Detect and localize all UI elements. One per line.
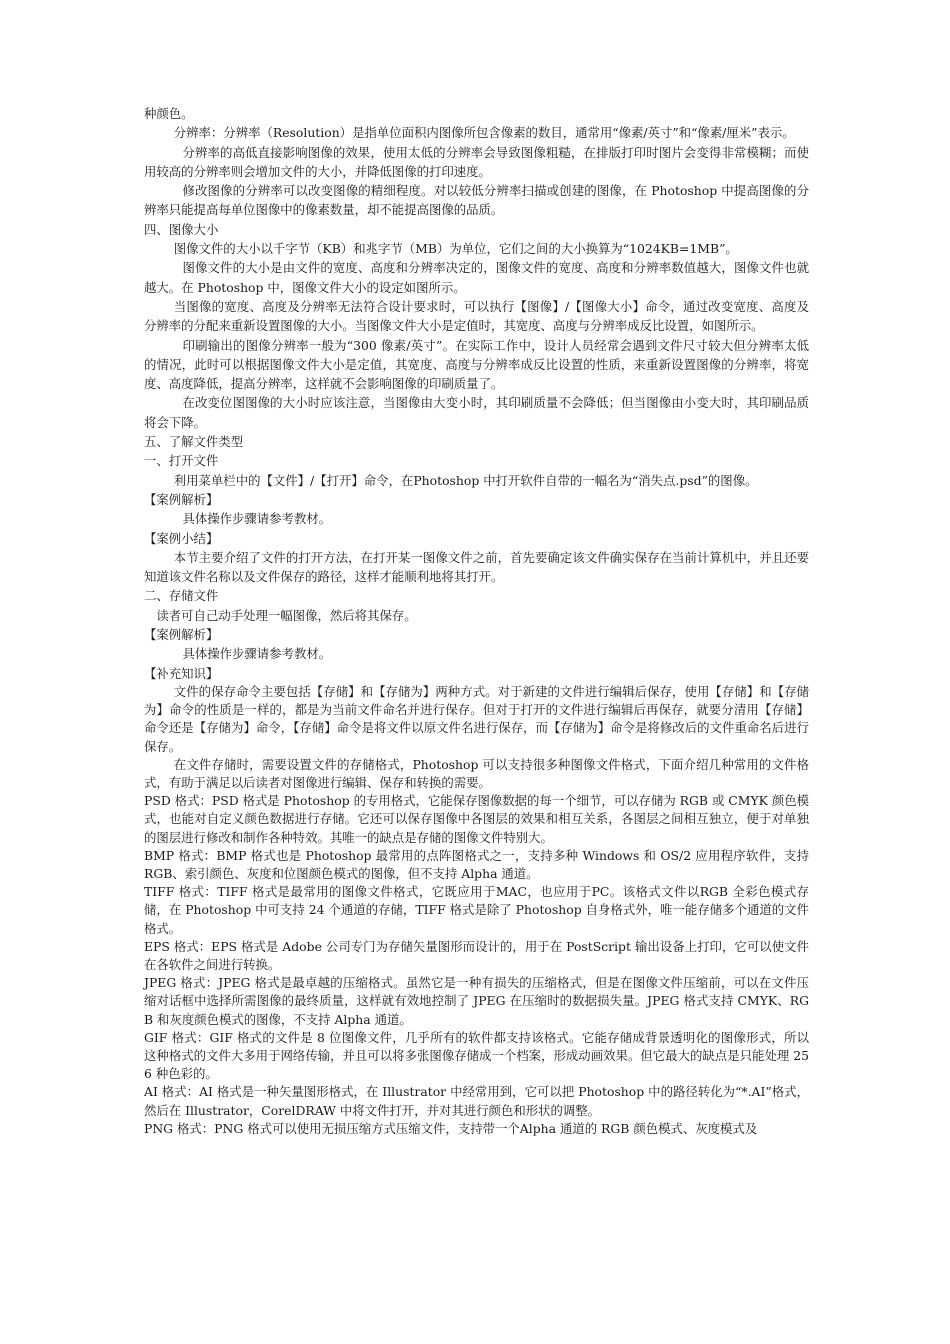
paragraph: 利用菜单栏中的【文件】/【打开】命令，在Photoshop 中打开软件自带的一幅名为“消失点.psd”的图像。 <box>173 472 758 488</box>
section-heading: 五、了解文件类型 <box>144 434 244 450</box>
paragraph: 本节主要介绍了文件的打开方法，在打开某一图像文件之前，首先要确定该文件确实保存在当前计算机中，并且还要知道该文件名称以及文件保存的路径，这样才能顺利地将其打开。 <box>144 549 809 585</box>
format-psd: PSD 格式：PSD 格式是 Photoshop 的专用格式，它能保存图像数据的每一个细节，可以存储为 RGB 或 CMYK 颜色模式，也能对自定义颜色数据进行存储。它还可以保存图像中各图层的效果和相互关系，各图层之间相互独立，便于对单独的图层进行修改和制作各种特效。其唯一的缺点是存储的图像文件特别大。 <box>144 793 809 845</box>
section-heading: 四、图像大小 <box>144 221 219 237</box>
case-tag: 【案例解析】 <box>144 627 219 643</box>
format-tiff: TIFF 格式：TIFF 格式是最常用的图像文件格式，它既应用于MAC，也应用于PC。该格式文件以RGB 全彩色模式存储，在 Photoshop 中可支持 24 个通道的存储，TIFF 格式是除了 Photoshop 自身格式外，唯一能存储多个通道的文件格式。 <box>144 884 809 936</box>
paragraph: 修改图像的分辨率可以改变图像的精细程度。对以较低分辨率扫描或创建的图像，在 Photoshop 中提高图像的分辨率只能提高每单位图像中的像素数量，却不能提高图像的品质。 <box>144 183 809 218</box>
document-page <box>144 104 809 1138</box>
paragraph-resolution: 分辨率：分辨率（Resolution）是指单位面积内图像所包含像素的数目，通常用“像素/英寸”和“像素/厘米”表示。 <box>173 125 795 141</box>
case-tag: 【案例小结】 <box>144 530 219 546</box>
paragraph: 当图像的宽度、高度及分辨率无法符合设计要求时，可以执行【图像】/【图像大小】命令，通过改变宽度、高度及分辨率的分配来重新设置图像的大小。当图像文件大小是定值时，其宽度、高度与分辨率成反比设置，如图所示。 <box>144 298 809 334</box>
paragraph: 文件的保存命令主要包括【存储】和【存储为】两种方式。对于新建的文件进行编辑后保存，使用【存储】和【存储为】命令的性质是一样的，都是为当前文件命名并进行保存。但对于打开的文件进行编辑后再保存，就要分清用【存储】命令还是【存储为】命令，【存储】命令是将文件以原文件名进行保存，而【存储为】命令是将修改后的文件重命名后进行保存。 <box>144 683 809 754</box>
subsection-heading: 一、打开文件 <box>144 453 219 469</box>
format-gif: GIF 格式：GIF 格式的文件是 8 位图像文件，几乎所有的软件都支持该格式。它能存储成背景透明化的图像形式，所以这种格式的文件大多用于网络传输，并且可以将多张图像存储成一个档案，形成动画效果。但它最大的缺点是只能处理 256 种色彩的。 <box>144 1029 809 1082</box>
case-tag: 【补充知识】 <box>144 665 219 681</box>
paragraph: 在改变位图图像的大小时应该注意，当图像由大变小时，其印刷质量不会降低；但当图像由小变大时，其印刷品质将会下降。 <box>144 395 809 430</box>
paragraph: 种颜色。 <box>144 106 194 121</box>
format-jpeg: JPEG 格式：JPEG 格式是最卓越的压缩格式。虽然它是一种有损失的压缩格式，但是在图像文件压缩前，可以在文件压缩对话框中选择所需图像的最终质量，这样就有效地控制了 JPEG 在压缩时的数据损失量。JPEG 格式支持 CMYK、RGB 和灰度颜色模式的图像，不支持 Alpha 通道。 <box>144 975 809 1027</box>
paragraph: 在文件存储时，需要设置文件的存储格式，Photoshop 可以支持很多种图像文件格式，下面介绍几种常用的文件格式，有助于满足以后读者对图像进行编辑、保存和转换的需要。 <box>144 756 809 790</box>
format-png: PNG 格式：PNG 格式可以使用无损压缩方式压缩文件，支持带一个Alpha 通道的 RGB 颜色模式、灰度模式及 <box>144 1120 758 1136</box>
paragraph: 图像文件的大小以千字节（KB）和兆字节（MB）为单位，它们之间的大小换算为“1024KB=1MB”。 <box>173 241 738 257</box>
paragraph: 印刷输出的图像分辨率一般为“300 像素/英寸”。在实际工作中，设计人员经常会遇到文件尺寸较大但分辨率太低的情况，此时可以根据图像文件大小是定值，其宽度、高度与分辨率成反比设置的性质，来重新设置图像的分辨率，将宽度、高度降低，提高分辨率，这样就不会影响图像的印刷质量了。 <box>144 337 809 392</box>
paragraph: 具体操作步骤请参考教材。 <box>182 646 332 662</box>
paragraph: 读者可自己动手处理一幅图像，然后将其保存。 <box>156 607 417 623</box>
format-bmp: BMP 格式：BMP 格式也是 Photoshop 最常用的点阵图格式之一，支持多种 Windows 和 OS/2 应用程序软件，支持 RGB、索引颜色、灰度和位图颜色模式的图像，但不支持 Alpha 通道。 <box>144 847 809 881</box>
case-tag: 【案例解析】 <box>144 491 219 507</box>
paragraph: 分辨率的高低直接影响图像的效果，使用太低的分辨率会导致图像粗糙，在排版打印时图片会变得非常模糊；而使用较高的分辨率则会增加文件的大小，并降低图像的打印速度。 <box>144 144 809 179</box>
subsection-heading: 二、存储文件 <box>144 588 219 604</box>
format-eps: EPS 格式：EPS 格式是 Adobe 公司专门为存储矢量图形而设计的，用于在 PostScript 输出设备上打印，它可以使文件在各软件之间进行转换。 <box>144 938 809 972</box>
paragraph: 具体操作步骤请参考教材。 <box>182 511 332 527</box>
format-ai: AI 格式：AI 格式是一种矢量图形格式，在 Illustrator 中经常用到，它可以把 Photoshop 中的路径转化为“*.AI”格式，然后在 Illustrator，CorelDRAW 中将文件打开，并对其进行颜色和形状的调整。 <box>144 1084 809 1118</box>
paragraph: 图像文件的大小是由文件的宽度、高度和分辨率决定的，图像文件的宽度、高度和分辨率数值越大，图像文件也就越大。在 Photoshop 中，图像文件大小的设定如图所示。 <box>144 260 809 295</box>
